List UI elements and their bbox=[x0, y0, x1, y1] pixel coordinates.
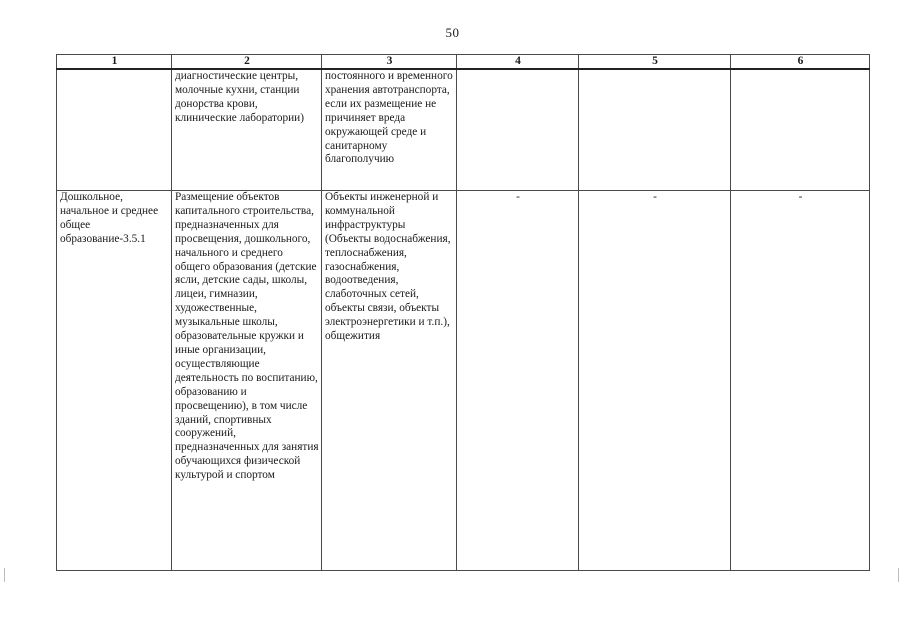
cell-use-description: диагностические центры, молочные кухни, станции донорства крови, клинические лаборатории) bbox=[172, 69, 322, 191]
cell-col-5: - bbox=[579, 191, 731, 571]
cell-land-use-type: Дошкольное, начальное и среднее общее образование-3.5.1 bbox=[57, 191, 172, 571]
cell-col-4 bbox=[457, 69, 579, 191]
scan-edge-mark-right bbox=[898, 568, 899, 582]
column-header-6: 6 bbox=[731, 55, 870, 70]
scan-edge-mark-left bbox=[4, 568, 5, 582]
cell-col-6 bbox=[731, 69, 870, 191]
column-header-4: 4 bbox=[457, 55, 579, 70]
cell-use-description: Размещение объектов капитального строительства, предназначенных для просвещения, дошкольного, начального и среднего общего образования (детские ясли, детские сады, школы, лицеи, гимназии, художественные, музыкальные школы, образовательные кружки и иные организации, осуществляющие деятельность по воспитанию, образованию и просвещению), в том числе зданий, спортивных сооружений, предназначенных для занятия обучающихся физической культурой и спортом bbox=[172, 191, 322, 571]
column-header-5: 5 bbox=[579, 55, 731, 70]
page-number: 50 bbox=[445, 25, 460, 40]
cell-auxiliary-use: постоянного и временного хранения автотранспорта, если их размещение не причиняет вреда окружающей среде и санитарному благополучию bbox=[322, 69, 457, 191]
cell-col-5 bbox=[579, 69, 731, 191]
cell-land-use-type bbox=[57, 69, 172, 191]
table-row bbox=[57, 69, 870, 191]
column-header-3: 3 bbox=[322, 55, 457, 70]
zoning-table bbox=[56, 54, 870, 571]
table-row bbox=[57, 191, 870, 571]
cell-col-6: - bbox=[731, 191, 870, 571]
column-header-2: 2 bbox=[172, 55, 322, 70]
cell-auxiliary-use: Объекты инженерной и коммунальной инфраструктуры (Объекты водоснабжения, теплоснабжения, газоснабжения, водоотведения, слаботочных сетей, объекты связи, объекты электроэнергетики и т.п.), общежития bbox=[322, 191, 457, 571]
table-header-row bbox=[57, 55, 870, 70]
column-header-1: 1 bbox=[57, 55, 172, 70]
cell-col-4: - bbox=[457, 191, 579, 571]
